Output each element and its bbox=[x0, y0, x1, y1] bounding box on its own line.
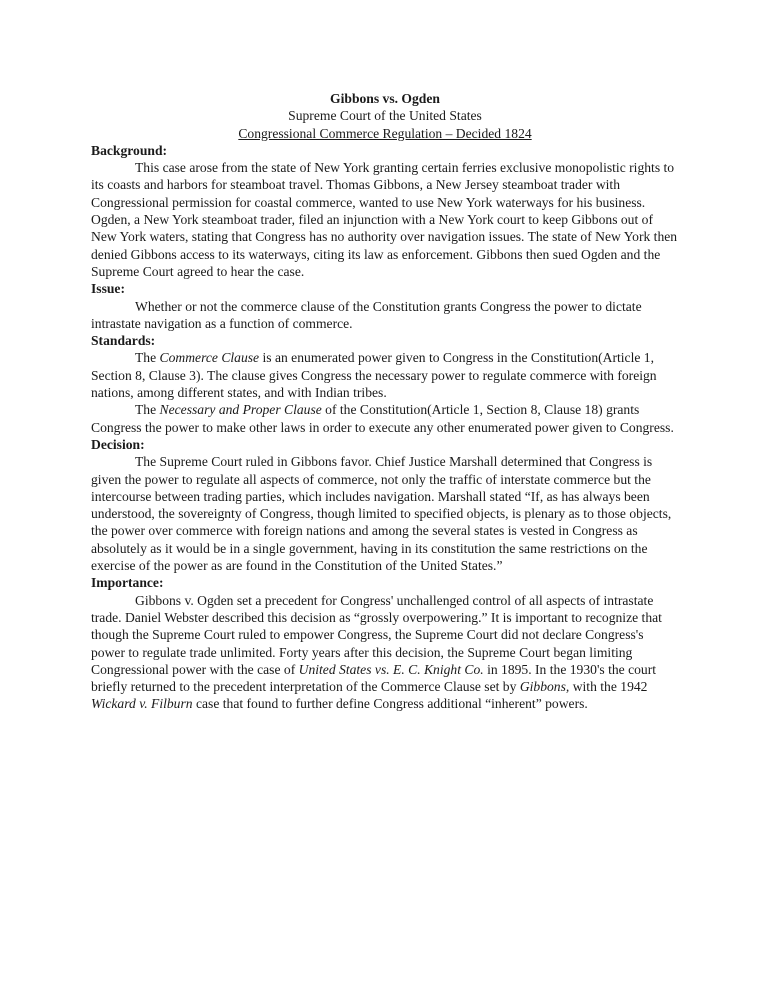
importance-heading: Importance: bbox=[91, 575, 164, 591]
text-run: with the 1942 bbox=[569, 679, 648, 695]
standards-paragraph-commerce bbox=[91, 349, 679, 401]
case-title: Gibbons vs. Ogden bbox=[330, 91, 440, 106]
decision-paragraph: The Supreme Court ruled in Gibbons favor. Chief Justice Marshall determined that Congress is given the power to regulate all aspects of commerce, not only the traffic of interstate commerce but the intercourse between trading parties, which includes navigation. Marshall stated “If, as has always been understood, the sovereignty of Congress, though limited to specified objects, is plenary as to those objects, the power over commerce with foreign nations and among the several states is vested in Congress as absolutely as it would be in a single government, having in its constitution the same restrictions on the exercise of the power as are found in the Constitution of the United States.” bbox=[91, 454, 672, 574]
case-name-gibbons: Gibbons, bbox=[519, 679, 570, 695]
text-run: is an enumerated power given to Congress in the Constitution(Article 1, Section 8, Clause 3). The clause gives Congress the necessary power to regulate commerce with foreign nations, among different states, and with Indian tribes. bbox=[91, 350, 657, 401]
text-run: The bbox=[135, 350, 160, 366]
text-run: Gibbons v. Ogden set a precedent for Congress' unchallenged control of all aspects of intrastate trade. Daniel Webster described this decision as “grossly overpowering.” It is important to recognize that though the Supreme Court ruled to empower Congress, the Supreme Court did not declare Congress's power to regulate trade unlimited. Forty years after this decision, the Supreme Court began limiting Congressional power with the case of bbox=[91, 592, 662, 677]
background-heading: Background: bbox=[91, 142, 168, 158]
text-run: in 1895. In the 1930's the court briefly returned to the precedent interpretation of the Commerce Clause set by bbox=[91, 661, 657, 695]
importance-paragraph bbox=[91, 592, 679, 713]
background-paragraph: This case arose from the state of New York granting certain ferries exclusive monopolistic rights to its coasts and harbors for steamboat travel. Thomas Gibbons, a New Jersey steamboat trader with Congressional permission for coastal commerce, wanted to use New York waterways for his business. Ogden, a New York steamboat trader, filed an injunction with a New York court to keep Gibbons out of New York waters, stating that Congress has no authority over navigation issues. The state of New York then denied Gibbons access to its waterways, citing its law as enforcement. Gibbons then sued Ogden and the Supreme Court agreed to hear the case. bbox=[91, 160, 678, 279]
standards-paragraph-necessary bbox=[91, 401, 679, 436]
document-body bbox=[91, 90, 679, 713]
text-run: of the Constitution(Article 1, Section 8, Clause 18) grants Congress the power to make other laws in order to execute any other enumerated power given to Congress. bbox=[91, 402, 674, 435]
case-name-knight: United States vs. E. C. Knight Co. bbox=[298, 661, 484, 677]
decision-heading: Decision: bbox=[91, 436, 145, 452]
issue-heading: Issue: bbox=[91, 281, 125, 297]
court-name: Supreme Court of the United States bbox=[288, 108, 482, 124]
issue-paragraph: Whether or not the commerce clause of the Constitution grants Congress the power to dictate intrastate navigation as a function of commerce. bbox=[91, 298, 642, 331]
case-subtitle: Congressional Commerce Regulation – Decided 1824 bbox=[238, 125, 532, 141]
case-name-wickard: Wickard v. Filburn bbox=[91, 696, 193, 712]
commerce-clause-term: Commerce Clause bbox=[159, 350, 260, 366]
necessary-proper-term: Necessary and Proper Clause bbox=[159, 402, 322, 418]
text-run: case that found to further define Congress additional “inherent” powers. bbox=[192, 696, 588, 712]
text-run: The bbox=[135, 402, 160, 418]
standards-heading: Standards: bbox=[91, 333, 156, 349]
